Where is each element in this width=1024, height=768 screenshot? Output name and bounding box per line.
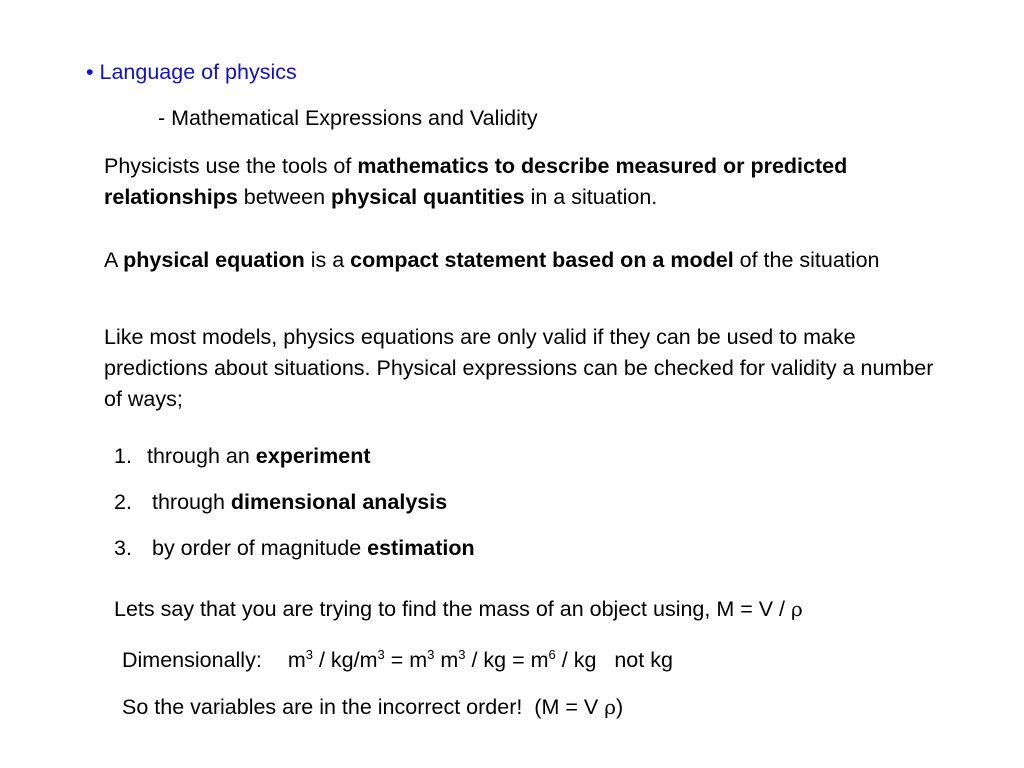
list-text: through an — [147, 444, 256, 468]
rho-symbol: ρ — [604, 695, 616, 719]
expr-part: m — [287, 648, 306, 672]
list-item-dimensional-analysis — [114, 492, 447, 514]
bullet-icon: • — [86, 60, 94, 84]
expr-part: m — [434, 648, 459, 672]
expr-part: / kg not kg — [555, 648, 673, 672]
heading-text: Language of physics — [99, 60, 297, 84]
para1-text-3: in a situation. — [524, 185, 658, 209]
dimensional-check — [122, 647, 673, 672]
list-item-experiment — [114, 446, 371, 468]
exponent: 3 — [458, 647, 466, 662]
list-number: 1. — [114, 444, 132, 468]
example-intro — [114, 599, 803, 621]
exponent: 6 — [548, 647, 556, 662]
list-bold: dimensional analysis — [230, 490, 448, 514]
rho-symbol: ρ — [791, 597, 803, 621]
para2-text-3: of the situation — [733, 248, 880, 272]
exponent: 3 — [377, 647, 385, 662]
para1-bold-1: mathematics to describe measured or predicted relationships — [104, 154, 848, 209]
exponent: 3 — [427, 647, 435, 662]
conclusion-close: ) — [615, 695, 624, 719]
para1-bold-2: physical quantities — [331, 185, 525, 209]
para1-text-2: between — [237, 185, 332, 209]
example-intro-text: Lets say that you are trying to find the mass of an object using, M = V / — [114, 597, 792, 621]
list-bold: experiment — [255, 444, 371, 468]
para1-text-1: Physicists use the tools of — [104, 154, 358, 178]
list-number: 2. — [114, 490, 132, 514]
expr-part: = m — [384, 648, 428, 672]
para2-text-2: is a — [304, 248, 351, 272]
dimensional-label: Dimensionally: — [122, 648, 262, 672]
list-number: 3. — [114, 536, 132, 560]
conclusion — [122, 697, 623, 719]
list-text: through — [152, 490, 231, 514]
expr-part: / kg/m — [312, 648, 378, 672]
expr-part: / kg = m — [465, 648, 549, 672]
list-text: by order of magnitude — [152, 536, 368, 560]
paragraph-validity: Like most models, physics equations are only valid if they can be used to make predictions about situations. Physical expressions can be checked for validity a number of ways; — [104, 325, 934, 411]
para2-text-1: A — [104, 248, 124, 272]
para2-bold-2: compact statement based on a model — [350, 248, 734, 272]
section-heading — [86, 62, 297, 84]
paragraph-equation — [104, 245, 944, 276]
exponent: 3 — [305, 647, 313, 662]
list-bold: estimation — [367, 536, 475, 560]
conclusion-text: So the variables are in the incorrect order! (M = V — [122, 695, 605, 719]
list-item-estimation — [114, 538, 475, 560]
para2-bold-1: physical equation — [123, 248, 305, 272]
subheading: - Mathematical Expressions and Validity — [158, 106, 538, 130]
paragraph-tools — [104, 151, 944, 213]
